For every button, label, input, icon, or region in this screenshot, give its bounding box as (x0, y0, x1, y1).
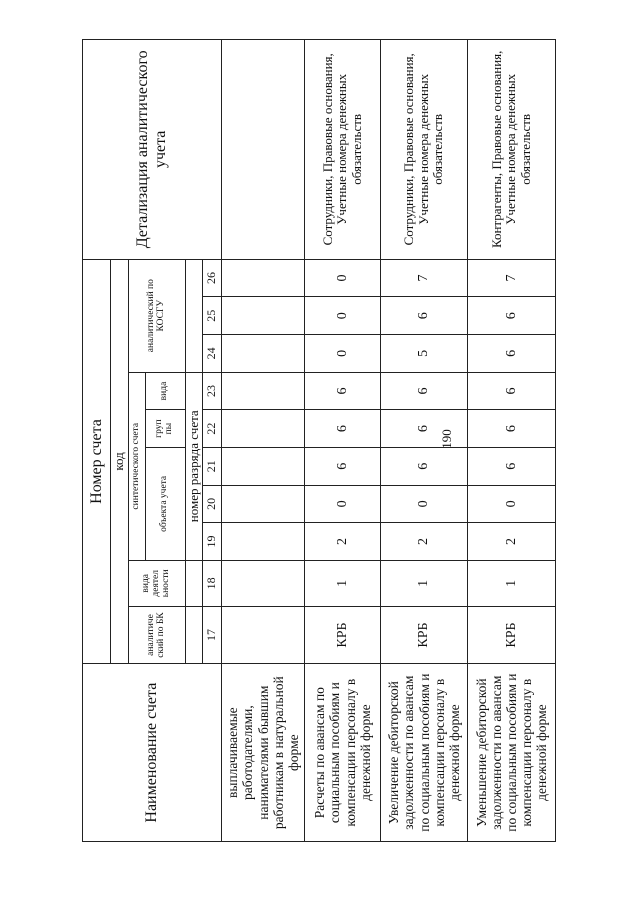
account-table (82, 39, 556, 842)
cell-value: 0 (381, 485, 468, 523)
cell-value (222, 410, 305, 448)
col-number: 24 (203, 335, 222, 373)
table-row (381, 40, 468, 842)
header-activity-type: вида деятел ьности (128, 560, 185, 606)
col-number: 19 (203, 523, 222, 561)
cell-value (222, 485, 305, 523)
cell-value: 6 (305, 372, 381, 410)
cell-value: 0 (305, 335, 381, 373)
cell-value: 6 (305, 410, 381, 448)
cell-value: 6 (468, 410, 556, 448)
header-detail: Детализация аналитического учета (83, 40, 222, 260)
cell-value: 7 (381, 259, 468, 297)
table-row (305, 40, 381, 842)
account-name: Увеличение дебиторской задолженности по авансам по социальным пособиям и компенсации персоналу в денежной форме (381, 664, 468, 842)
cell-value: 2 (381, 523, 468, 561)
cell-value: 0 (468, 485, 556, 523)
cell-value: 6 (305, 447, 381, 485)
cell-value: 5 (381, 335, 468, 373)
cell-value: КРБ (305, 606, 381, 663)
cell-value: 0 (305, 259, 381, 297)
table-row (468, 40, 556, 842)
cell-value (222, 606, 305, 663)
cell-value (222, 372, 305, 410)
col-number: 20 (203, 485, 222, 523)
cell-value: 6 (468, 297, 556, 335)
cell-value: КРБ (381, 606, 468, 663)
cell-value (222, 523, 305, 561)
account-name: выплачиваемые работодателями, нанимателями бывшим работникам в натуральной форме (222, 664, 305, 842)
cell-value: 6 (468, 335, 556, 373)
cell-value: 1 (305, 560, 381, 606)
cell-value: 6 (468, 447, 556, 485)
header-account-number: Номер счета (83, 259, 111, 664)
cell-value (222, 335, 305, 373)
col-number: 17 (203, 606, 222, 663)
cell-value: 6 (381, 410, 468, 448)
header-kosgu: аналитический по КОСГУ (128, 259, 185, 372)
col-number: 23 (203, 372, 222, 410)
detail-cell: Сотрудники, Правовые основания, Учетные номера денежных обязательств (305, 40, 381, 260)
detail-cell: Сотрудники, Правовые основания, Учетные номера денежных обязательств (381, 40, 468, 260)
cell-value (222, 447, 305, 485)
page-number: 190 (439, 429, 454, 449)
cell-value: 0 (305, 297, 381, 335)
cell-value: 1 (381, 560, 468, 606)
detail-cell (222, 40, 305, 260)
account-name: Уменьшение дебиторской задолженности по авансам по социальным пособиям и компенсации персоналу в денежной форме (468, 664, 556, 842)
cell-value (222, 259, 305, 297)
header-group: груп пы (145, 410, 185, 448)
header-analytical-bk: аналитиче ский по БК (128, 606, 185, 663)
cell-value: 6 (381, 372, 468, 410)
col-number: 21 (203, 447, 222, 485)
cell-value: 0 (305, 485, 381, 523)
col-number: 22 (203, 410, 222, 448)
cell-value: 6 (381, 297, 468, 335)
cell-value: КРБ (468, 606, 556, 663)
header-object: объекта учета (145, 447, 185, 560)
cell-value (222, 560, 305, 606)
table-row (222, 40, 305, 842)
header-code: код (111, 259, 129, 664)
detail-cell: Контрагенты, Правовые основания, Учетные номера денежных обязательств (468, 40, 556, 260)
account-name: Расчеты по авансам по социальным пособиям и компенсации персоналу в денежной форме (305, 664, 381, 842)
cell-value: 6 (381, 447, 468, 485)
col-number: 25 (203, 297, 222, 335)
cell-value: 7 (468, 259, 556, 297)
col-number: 18 (203, 560, 222, 606)
cell-value: 2 (468, 523, 556, 561)
col-number: 26 (203, 259, 222, 297)
header-synthetic: синтетического счета (128, 372, 145, 560)
cell-value: 1 (468, 560, 556, 606)
rotated-table-page (82, 39, 552, 842)
header-account-name: Наименование счета (83, 664, 222, 842)
cell-value (222, 297, 305, 335)
cell-value: 6 (468, 372, 556, 410)
cell-value: 2 (305, 523, 381, 561)
header-digit-number: номер разряда счета (185, 372, 203, 560)
header-kind: вида (145, 372, 185, 410)
